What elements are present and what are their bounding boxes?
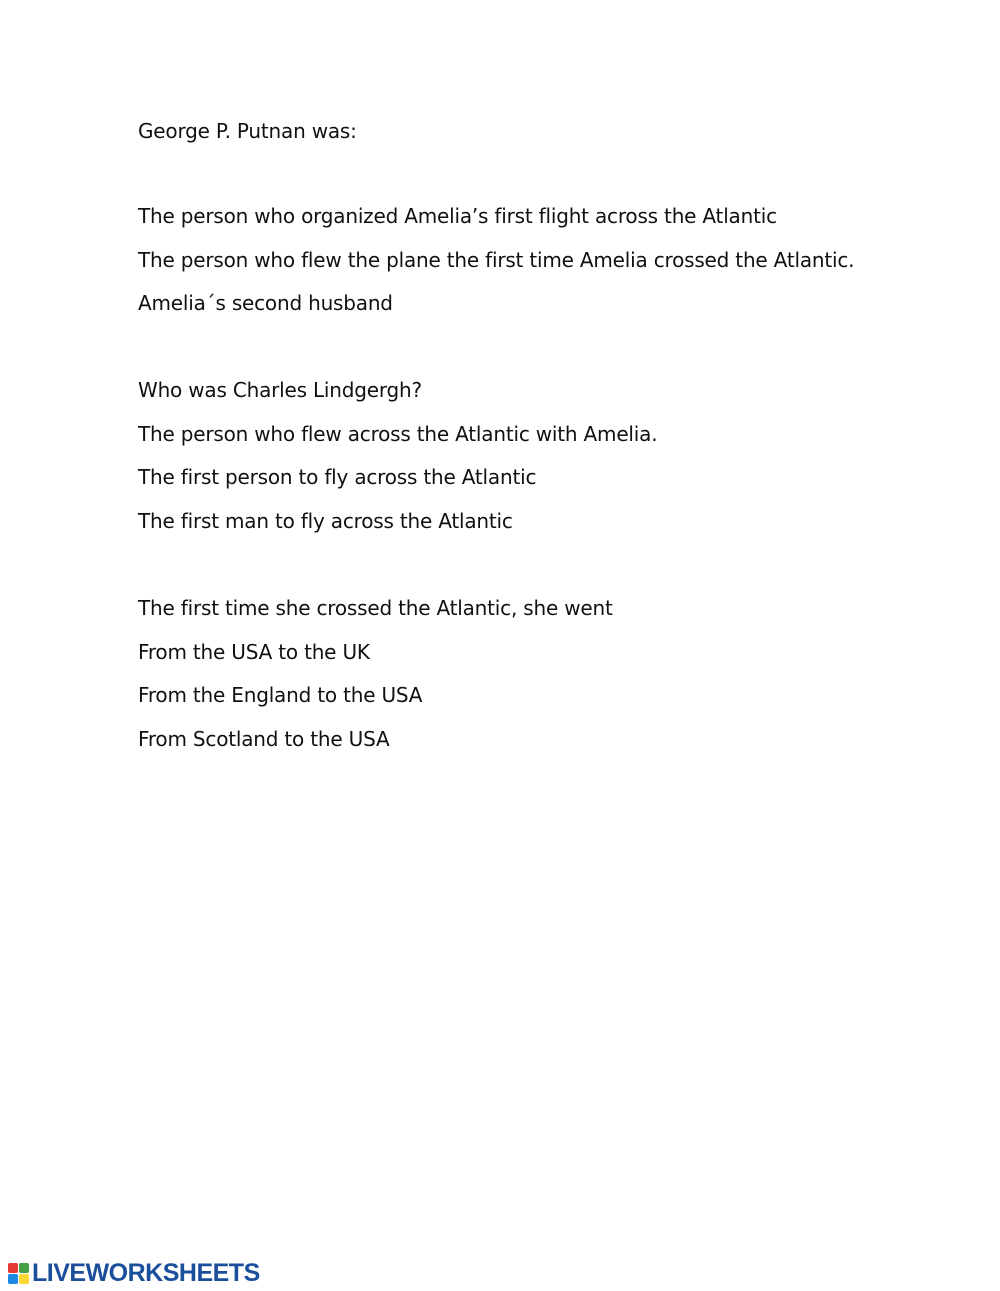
question-2-prompt: Who was Charles Lindgergh? bbox=[138, 378, 422, 402]
badge-block-green bbox=[19, 1263, 29, 1273]
liveworksheets-wordmark: LIVEWORKSHEETS bbox=[32, 1259, 260, 1287]
question-2-option-1[interactable]: The person who flew across the Atlantic with Amelia. bbox=[138, 422, 658, 446]
question-1-option-1[interactable]: The person who organized Amelia’s first flight across the Atlantic bbox=[138, 204, 777, 228]
badge-block-red bbox=[8, 1263, 18, 1273]
question-3-option-3[interactable]: From Scotland to the USA bbox=[138, 727, 390, 751]
question-1-prompt: George P. Putnan was: bbox=[138, 119, 357, 143]
badge-block-blue bbox=[8, 1274, 18, 1284]
question-3-option-1[interactable]: From the USA to the UK bbox=[138, 640, 370, 664]
question-3-prompt: The first time she crossed the Atlantic, she went bbox=[138, 596, 613, 620]
question-2-option-3[interactable]: The first man to fly across the Atlantic bbox=[138, 509, 513, 533]
liveworksheets-logo bbox=[8, 1258, 260, 1288]
liveworksheets-logo-icon bbox=[8, 1261, 30, 1285]
question-1-option-2[interactable]: The person who flew the plane the first time Amelia crossed the Atlantic. bbox=[138, 248, 855, 272]
question-1-option-3[interactable]: Amelia´s second husband bbox=[138, 291, 393, 315]
question-3-option-2[interactable]: From the England to the USA bbox=[138, 683, 423, 707]
badge-block-yellow bbox=[19, 1274, 29, 1284]
question-2-option-2[interactable]: The first person to fly across the Atlantic bbox=[138, 465, 537, 489]
